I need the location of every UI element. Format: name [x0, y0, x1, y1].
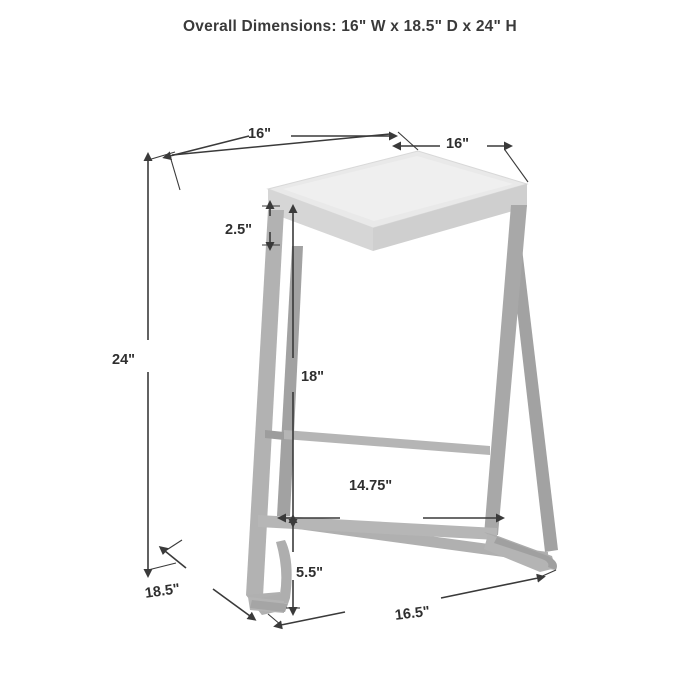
stool-stretcher — [265, 430, 490, 455]
dimension-label-base-width: 16.5" — [394, 603, 431, 624]
dimension-label-overall-height: 24" — [112, 352, 136, 368]
dimension-label-footrail-height: 5.5" — [296, 565, 324, 581]
stool-cushion — [268, 151, 527, 251]
dimension-label-cushion-thickness: 2.5" — [225, 222, 253, 238]
dimension-label-seat-width-left: 16" — [248, 126, 272, 142]
dimension-label-footrail-width: 14.75" — [349, 478, 393, 494]
dimension-label-base-depth: 18.5" — [144, 581, 181, 602]
dimension-label-seat-height: 18" — [301, 369, 325, 385]
page-title: Overall Dimensions: 16" W x 18.5" D x 24" H — [183, 18, 517, 35]
dimension-label-seat-depth-right: 16" — [446, 136, 470, 152]
